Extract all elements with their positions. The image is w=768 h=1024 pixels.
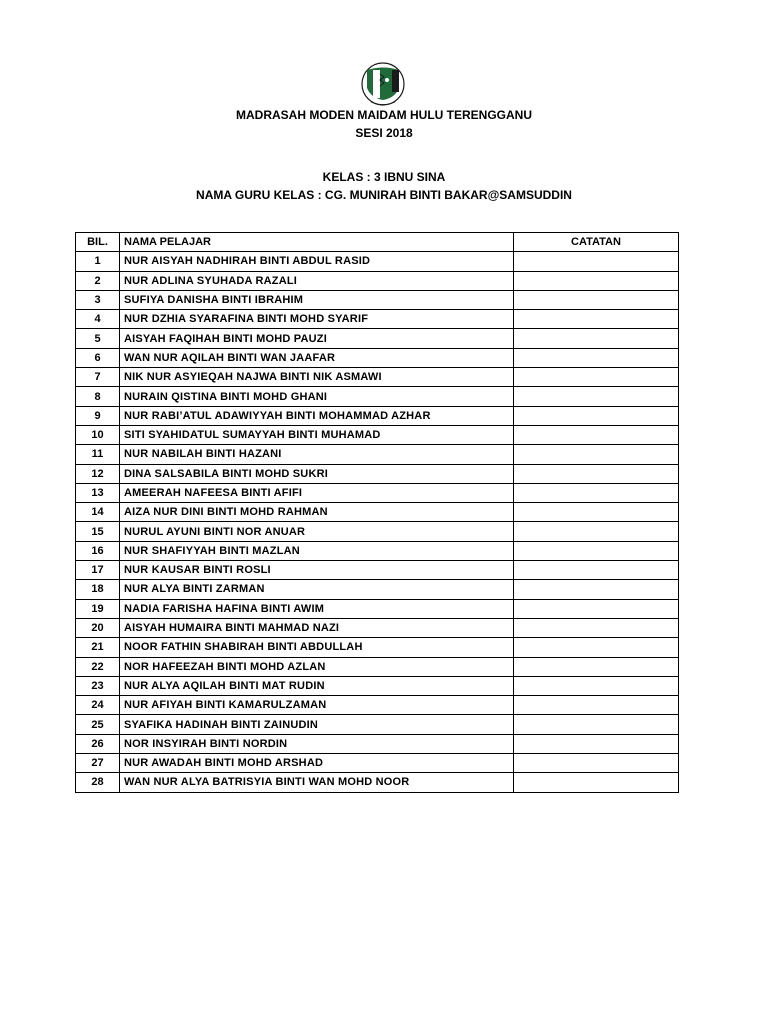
table-row: [76, 676, 679, 695]
note-cell: [514, 541, 679, 560]
table-row: [76, 406, 679, 425]
note-cell: [514, 638, 679, 657]
row-number: 19: [76, 599, 120, 618]
row-number: 22: [76, 657, 120, 676]
table-row: [76, 715, 679, 734]
row-number: 20: [76, 618, 120, 637]
row-number: 24: [76, 696, 120, 715]
table-row: [76, 329, 679, 348]
student-name: NOR HAFEEZAH BINTI MOHD AZLAN: [120, 657, 514, 676]
note-cell: [514, 657, 679, 676]
table-row: [76, 445, 679, 464]
table-row: [76, 503, 679, 522]
note-cell: [514, 734, 679, 753]
row-number: 17: [76, 561, 120, 580]
row-number: 2: [76, 271, 120, 290]
row-number: 13: [76, 483, 120, 502]
student-name: SUFIYA DANISHA BINTI IBRAHIM: [120, 290, 514, 309]
student-name: NUR AISYAH NADHIRAH BINTI ABDUL RASID: [120, 252, 514, 271]
row-number: 25: [76, 715, 120, 734]
note-cell: [514, 406, 679, 425]
student-name: NUR DZHIA SYARAFINA BINTI MOHD SYARIF: [120, 310, 514, 329]
student-name: AISYAH HUMAIRA BINTI MAHMAD NAZI: [120, 618, 514, 637]
student-name: AISYAH FAQIHAH BINTI MOHD PAUZI: [120, 329, 514, 348]
note-cell: [514, 599, 679, 618]
session-label: SESI 2018: [355, 126, 413, 140]
row-number: 10: [76, 425, 120, 444]
student-name: NUR AWADAH BINTI MOHD ARSHAD: [120, 754, 514, 773]
table-row: [76, 561, 679, 580]
table-row: [76, 638, 679, 657]
school-name: MADRASAH MODEN MAIDAM HULU TERENGGANU: [236, 108, 532, 122]
student-name: DINA SALSABILA BINTI MOHD SUKRI: [120, 464, 514, 483]
table-row: [76, 734, 679, 753]
student-name: NUR KAUSAR BINTI ROSLI: [120, 561, 514, 580]
row-number: 16: [76, 541, 120, 560]
table-body: [76, 252, 679, 792]
note-cell: [514, 503, 679, 522]
note-cell: [514, 696, 679, 715]
student-name: NOR INSYIRAH BINTI NORDIN: [120, 734, 514, 753]
row-number: 21: [76, 638, 120, 657]
row-number: 14: [76, 503, 120, 522]
row-number: 7: [76, 368, 120, 387]
note-cell: [514, 561, 679, 580]
row-number: 23: [76, 676, 120, 695]
school-crest: [359, 60, 407, 108]
table-row: [76, 599, 679, 618]
row-number: 3: [76, 290, 120, 309]
column-header-bil: BIL.: [76, 233, 120, 252]
row-number: 1: [76, 252, 120, 271]
table-row: [76, 541, 679, 560]
student-name: NURUL AYUNI BINTI NOR ANUAR: [120, 522, 514, 541]
row-number: 15: [76, 522, 120, 541]
student-name: NOOR FATHIN SHABIRAH BINTI ABDULLAH: [120, 638, 514, 657]
row-number: 9: [76, 406, 120, 425]
student-name: SITI SYAHIDATUL SUMAYYAH BINTI MUHAMAD: [120, 425, 514, 444]
row-number: 26: [76, 734, 120, 753]
row-number: 12: [76, 464, 120, 483]
table-row: [76, 290, 679, 309]
student-name: WAN NUR AQILAH BINTI WAN JAAFAR: [120, 348, 514, 367]
student-name: SYAFIKA HADINAH BINTI ZAINUDIN: [120, 715, 514, 734]
note-cell: [514, 445, 679, 464]
student-name: NADIA FARISHA HAFINA BINTI AWIM: [120, 599, 514, 618]
note-cell: [514, 773, 679, 792]
student-name: NUR ALYA BINTI ZARMAN: [120, 580, 514, 599]
note-cell: [514, 329, 679, 348]
student-name: NURAIN QISTINA BINTI MOHD GHANI: [120, 387, 514, 406]
student-name: NUR AFIYAH BINTI KAMARULZAMAN: [120, 696, 514, 715]
row-number: 11: [76, 445, 120, 464]
student-name: NIK NUR ASYIEQAH NAJWA BINTI NIK ASMAWI: [120, 368, 514, 387]
student-name: NUR ALYA AQILAH BINTI MAT RUDIN: [120, 676, 514, 695]
column-header-name: NAMA PELAJAR: [120, 233, 514, 252]
note-cell: [514, 483, 679, 502]
student-name: NUR SHAFIYYAH BINTI MAZLAN: [120, 541, 514, 560]
note-cell: [514, 310, 679, 329]
table-row: [76, 754, 679, 773]
table-row: [76, 483, 679, 502]
table-row: [76, 618, 679, 637]
note-cell: [514, 368, 679, 387]
student-name: WAN NUR ALYA BATRISYIA BINTI WAN MOHD NOOR: [120, 773, 514, 792]
table-row: [76, 580, 679, 599]
note-cell: [514, 522, 679, 541]
note-cell: [514, 715, 679, 734]
table-row: [76, 657, 679, 676]
student-table: [75, 232, 679, 793]
note-cell: [514, 464, 679, 483]
crest-icon: [359, 60, 407, 108]
note-cell: [514, 252, 679, 271]
note-cell: [514, 348, 679, 367]
row-number: 27: [76, 754, 120, 773]
teacher-label: NAMA GURU KELAS : CG. MUNIRAH BINTI BAKAR@SAMSUDDIN: [196, 188, 572, 202]
note-cell: [514, 580, 679, 599]
table-row: [76, 387, 679, 406]
table-row: [76, 310, 679, 329]
table-row: [76, 252, 679, 271]
note-cell: [514, 425, 679, 444]
table-row: [76, 773, 679, 792]
table-row: [76, 522, 679, 541]
table-header-row: [76, 233, 679, 252]
table-row: [76, 696, 679, 715]
note-cell: [514, 618, 679, 637]
column-header-catatan: CATATAN: [514, 233, 679, 252]
note-cell: [514, 387, 679, 406]
row-number: 18: [76, 580, 120, 599]
student-name: NUR NABILAH BINTI HAZANI: [120, 445, 514, 464]
table-row: [76, 271, 679, 290]
class-label: KELAS : 3 IBNU SINA: [322, 170, 446, 184]
student-name: AIZA NUR DINI BINTI MOHD RAHMAN: [120, 503, 514, 522]
row-number: 8: [76, 387, 120, 406]
table-row: [76, 464, 679, 483]
row-number: 6: [76, 348, 120, 367]
note-cell: [514, 676, 679, 695]
row-number: 4: [76, 310, 120, 329]
student-name: AMEERAH NAFEESA BINTI AFIFI: [120, 483, 514, 502]
note-cell: [514, 271, 679, 290]
note-cell: [514, 290, 679, 309]
student-name: NUR ADLINA SYUHADA RAZALI: [120, 271, 514, 290]
table-row: [76, 425, 679, 444]
note-cell: [514, 754, 679, 773]
student-name: NUR RABI’ATUL ADAWIYYAH BINTI MOHAMMAD AZHAR: [120, 406, 514, 425]
table-row: [76, 368, 679, 387]
row-number: 28: [76, 773, 120, 792]
row-number: 5: [76, 329, 120, 348]
table-row: [76, 348, 679, 367]
